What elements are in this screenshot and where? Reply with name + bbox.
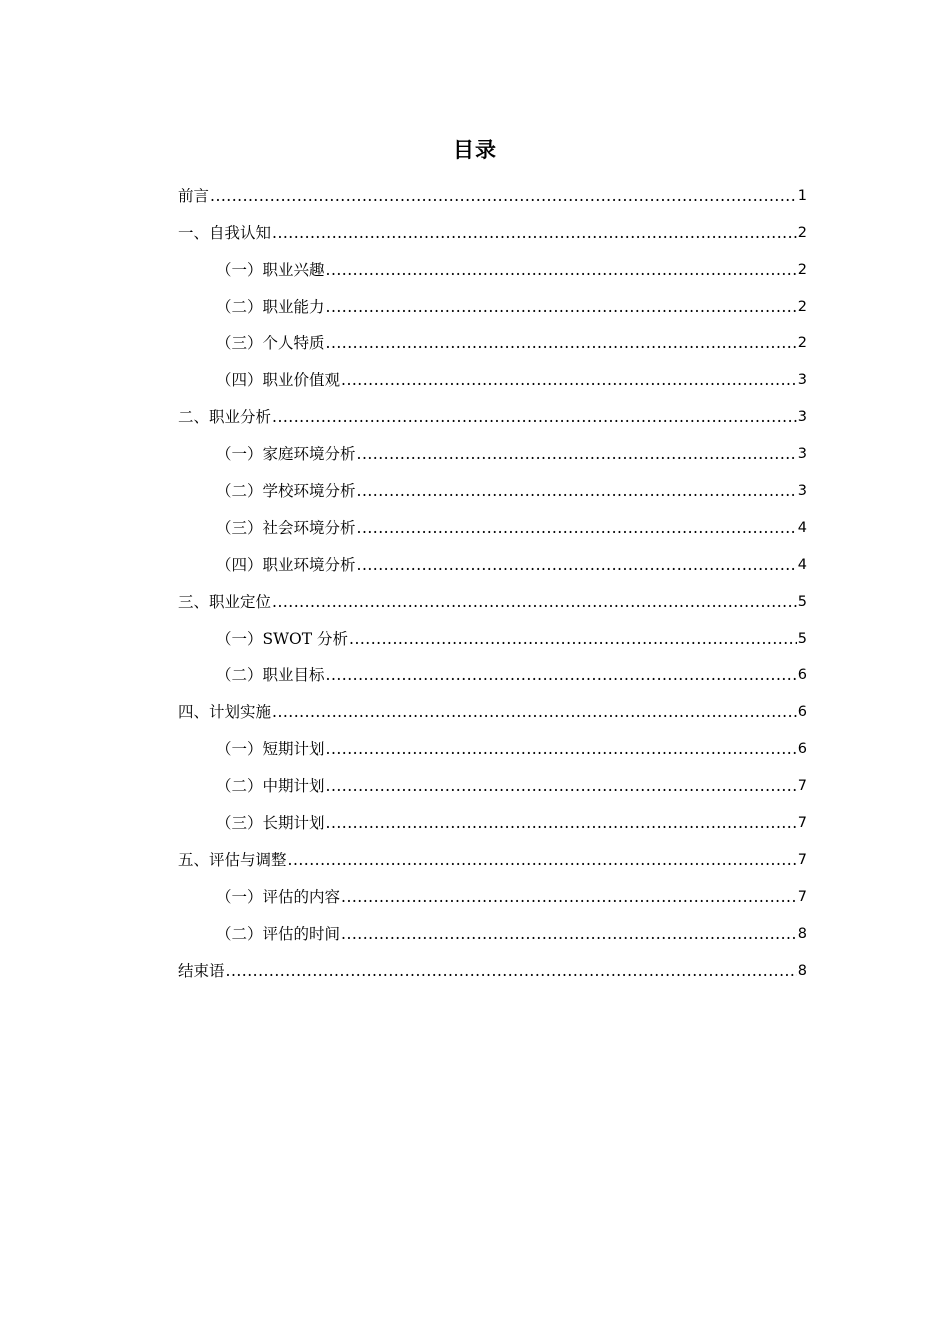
toc-dot-leader [326,776,797,796]
toc-entry[interactable] [178,169,807,206]
toc-entry[interactable] [178,870,807,907]
toc-title: 目录 [453,138,497,162]
toc-page-number: 2 [797,298,807,315]
toc-entry-label: （二）学校环境分析 [216,482,356,501]
toc-dot-leader [272,223,797,243]
toc-dot-leader [341,887,797,907]
toc-page-number: 1 [797,187,807,204]
toc-dot-leader [341,370,797,390]
toc-entry-label: （一）短期计划 [216,740,325,759]
toc-page-number: 3 [797,372,807,389]
toc-dot-leader [349,629,797,649]
toc-page-number: 5 [797,630,807,647]
toc-dot-leader [272,407,797,427]
toc-page-number: 2 [797,335,807,352]
toc-page-number: 7 [797,815,807,832]
toc-entry[interactable] [178,353,807,390]
toc-entry[interactable] [178,538,807,575]
toc-entry-label: 五、评估与调整 [178,850,287,869]
toc-dot-leader [357,481,797,501]
toc-page-number: 3 [797,483,807,500]
toc-dot-leader [210,186,797,206]
toc-entry-label: 结束语 [178,961,225,980]
toc-entry[interactable] [178,759,807,796]
toc-dot-leader [272,592,797,612]
toc-entry-label: （一）SWOT 分析 [216,629,349,648]
toc-entry-label: （一）评估的内容 [216,887,341,906]
toc-entry[interactable] [178,907,807,944]
toc-entry[interactable] [178,317,807,354]
toc-entry[interactable] [178,501,807,538]
toc-dot-leader [326,665,797,685]
toc-page-number: 7 [797,851,807,868]
toc-dot-leader [357,444,797,464]
toc-entry-label: （三）长期计划 [216,814,325,833]
toc-list [178,169,807,981]
toc-entry-label: （一）职业兴趣 [216,260,325,279]
toc-page-number: 4 [797,556,807,573]
toc-page-number: 6 [797,741,807,758]
toc-entry-label: （三）个人特质 [216,334,325,353]
toc-page-number: 2 [797,224,807,241]
toc-page-number: 6 [797,667,807,684]
toc-entry[interactable] [178,464,807,501]
toc-entry-label: 三、职业定位 [178,592,272,611]
toc-entry[interactable] [178,575,807,612]
toc-entry[interactable] [178,833,807,870]
toc-entry[interactable] [178,612,807,649]
toc-entry[interactable] [178,427,807,464]
toc-entry[interactable] [178,944,807,981]
toc-entry[interactable] [178,206,807,243]
toc-entry-label: （二）职业目标 [216,666,325,685]
toc-page-number: 3 [797,409,807,426]
toc-entry[interactable] [178,796,807,833]
toc-dot-leader [326,297,797,317]
toc-dot-leader [272,702,797,722]
toc-entry-label: （四）职业价值观 [216,371,341,390]
toc-entry-label: 前言 [178,186,210,205]
toc-entry-label: （一）家庭环境分析 [216,445,356,464]
toc-entry[interactable] [178,390,807,427]
toc-entry[interactable] [178,649,807,686]
toc-dot-leader [326,739,797,759]
toc-page-number: 2 [797,261,807,278]
toc-dot-leader [326,333,797,353]
toc-page-number: 8 [797,962,807,979]
toc-page-number: 3 [797,446,807,463]
toc-entry-label: （二）评估的时间 [216,924,341,943]
toc-dot-leader [226,961,797,981]
toc-dot-leader [357,555,797,575]
toc-page-number: 5 [797,593,807,610]
toc-page-number: 6 [797,704,807,721]
toc-dot-leader [357,518,797,538]
toc-entry[interactable] [178,722,807,759]
toc-entry[interactable] [178,280,807,317]
toc-page-number: 8 [797,925,807,942]
toc-entry-label: 四、计划实施 [178,703,272,722]
toc-entry-label: （二）中期计划 [216,777,325,796]
toc-page-number: 7 [797,778,807,795]
toc-dot-leader [341,924,797,944]
toc-entry-label: （三）社会环境分析 [216,518,356,537]
toc-entry-label: （四）职业环境分析 [216,555,356,574]
toc-dot-leader [326,813,797,833]
toc-entry-label: （二）职业能力 [216,297,325,316]
toc-dot-leader [326,260,797,280]
toc-entry-label: 一、自我认知 [178,223,272,242]
toc-page-number: 4 [797,519,807,536]
toc-entry[interactable] [178,243,807,280]
toc-entry-label: 二、职业分析 [178,408,272,427]
toc-entry[interactable] [178,685,807,722]
toc-dot-leader [288,850,797,870]
toc-page-number: 7 [797,888,807,905]
